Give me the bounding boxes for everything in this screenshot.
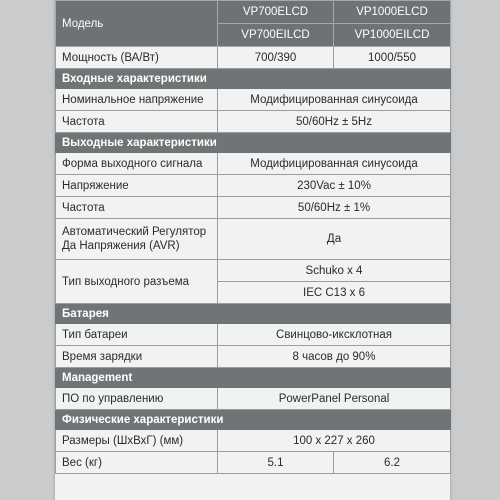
model-row-1 xyxy=(56,1,451,24)
weight-value-700: 5.1 xyxy=(218,452,334,474)
output-form-row xyxy=(56,153,451,175)
section-battery xyxy=(56,304,451,324)
nominal-voltage-value: Модифицированная синусоида xyxy=(218,89,451,111)
section-physical-title: Физические характеристики xyxy=(56,410,451,430)
battery-type-value: Свинцово-иксклотная xyxy=(218,324,451,346)
output-frequency-value: 50/60Hz ± 1% xyxy=(218,197,451,219)
avr-label-line-1: Автоматический Регулятор xyxy=(62,226,207,238)
nominal-voltage-row xyxy=(56,89,451,111)
model-label: Модель xyxy=(56,1,218,47)
size-label: Размеры (ШхВхГ) (мм) xyxy=(56,430,218,452)
software-value: PowerPanel Personal xyxy=(218,388,451,410)
output-type-schuko: Schuko x 4 xyxy=(218,260,451,282)
avr-row xyxy=(56,219,451,260)
section-input xyxy=(56,69,451,89)
model-vp1000eilcd: VP1000EILCD xyxy=(334,24,451,47)
input-frequency-row xyxy=(56,111,451,133)
battery-type-row xyxy=(56,324,451,346)
model-vp1000elcd: VP1000ELCD xyxy=(334,1,451,24)
output-voltage-value: 230Vac ± 10% xyxy=(218,175,451,197)
section-battery-title: Батарея xyxy=(56,304,451,324)
nominal-voltage-label: Номинальное напряжение xyxy=(56,89,218,111)
avr-value: Да xyxy=(218,219,451,260)
model-vp700eilcd: VP700EILCD xyxy=(218,24,334,47)
size-row xyxy=(56,430,451,452)
output-type-row-1 xyxy=(56,260,451,282)
size-value: 100 x 227 x 260 xyxy=(218,430,451,452)
power-value-1000: 1000/550 xyxy=(334,47,451,69)
model-vp700elcd: VP700ELCD xyxy=(218,1,334,24)
power-row xyxy=(56,47,451,69)
output-voltage-row xyxy=(56,175,451,197)
input-frequency-value: 50/60Hz ± 5Hz xyxy=(218,111,451,133)
spec-table xyxy=(55,0,451,474)
section-physical xyxy=(56,410,451,430)
output-frequency-label: Частота xyxy=(56,197,218,219)
section-management-title: Management xyxy=(56,368,451,388)
output-form-value: Модифицированная синусоида xyxy=(218,153,451,175)
spec-sheet xyxy=(55,0,450,500)
input-frequency-label: Частота xyxy=(56,111,218,133)
charge-time-row xyxy=(56,346,451,368)
weight-value-1000: 6.2 xyxy=(334,452,451,474)
charge-time-label: Время зарядки xyxy=(56,346,218,368)
section-output xyxy=(56,133,451,153)
output-frequency-row xyxy=(56,197,451,219)
output-type-label: Тип выходного разъема xyxy=(56,260,218,304)
section-management xyxy=(56,368,451,388)
section-input-title: Входные характеристики xyxy=(56,69,451,89)
battery-type-label: Тип батареи xyxy=(56,324,218,346)
section-output-title: Выходные характеристики xyxy=(56,133,451,153)
software-label: ПО по управлению xyxy=(56,388,218,410)
avr-label-line-2: Да Напряжения (AVR) xyxy=(62,240,180,252)
charge-time-value: 8 часов до 90% xyxy=(218,346,451,368)
software-row xyxy=(56,388,451,410)
weight-label: Вес (кг) xyxy=(56,452,218,474)
output-form-label: Форма выходного сигнала xyxy=(56,153,218,175)
output-type-iec: IEC C13 x 6 xyxy=(218,282,451,304)
output-voltage-label: Напряжение xyxy=(56,175,218,197)
power-value-700: 700/390 xyxy=(218,47,334,69)
avr-label xyxy=(56,219,218,260)
power-label: Мощность (ВА/Вт) xyxy=(56,47,218,69)
weight-row xyxy=(56,452,451,474)
